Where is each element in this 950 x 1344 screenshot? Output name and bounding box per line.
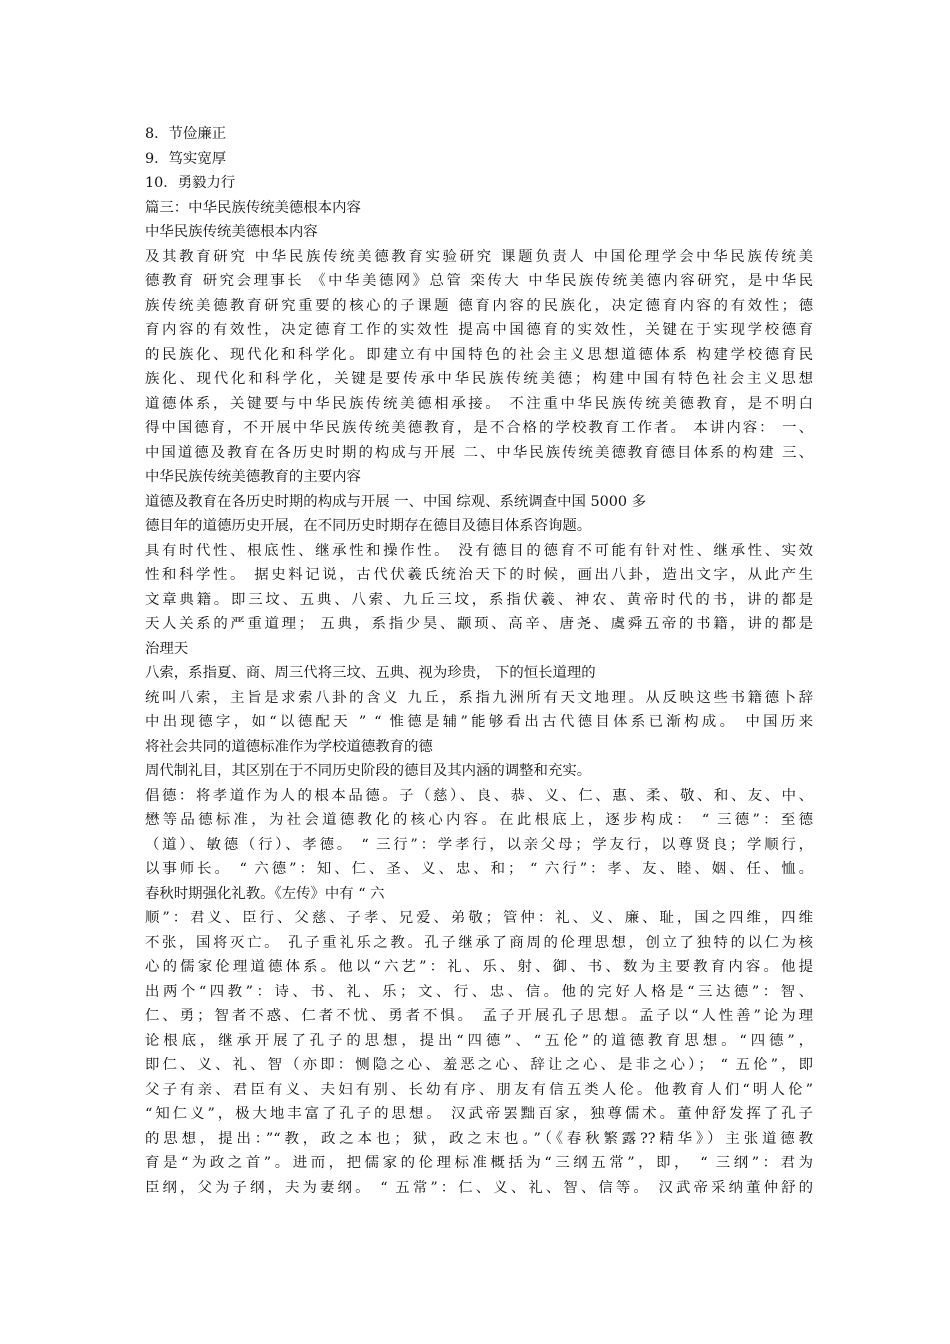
text-line: 心的儒家伦理道德体系。他以“六艺”：礼、乐、射、御、书、数为主要教育内容。他提 xyxy=(145,959,813,975)
text-line: 德教育 研究会理事长 《中华美德网》总管 栾传大 中华民族传统美德内容研究，是中华民 xyxy=(145,273,813,289)
document-page xyxy=(145,122,813,1200)
text-line: 顺”：君义、臣行、父慈、子孝、兄爱、弟敬；管仲：礼、义、廉、耻，国之四维，四维 xyxy=(145,910,813,926)
text-line: 篇三：中华民族传统美德根本内容 xyxy=(145,199,361,216)
text-line: 的民族化、现代化和科学化。即建立有中国特色的社会主义思想道德体系 构建学校德育民 xyxy=(145,346,813,363)
text-line: 中华民族传统美德根本内容 xyxy=(145,224,318,240)
text-line: 中华民族传统美德教育的主要内容 xyxy=(145,469,361,485)
text-line: 治理天 xyxy=(145,640,189,657)
text-line: 德目年的道德历史开展，在不同历史时期存在德目及德目体系咨询题。 xyxy=(145,518,592,534)
text-line: 中国道德及教育在各历史时期的构成与开展 二、中华民族传统美德教育德目体系的构建 三、 xyxy=(145,444,813,461)
text-line: 出两个“四教”：诗、书、礼、乐；文、行、忠、信。他的完好人格是“三达德”：智、 xyxy=(145,983,813,1000)
text-line: 育是“为政之首”。进而，把儒家的伦理标准概括为“三纲五常”，即， “ 三纲”：君为 xyxy=(145,1155,813,1171)
text-line: 臣纲，父为子纲，夫为妻纲。 “ 五常”：仁、义、礼、智、信等。 汉武帝采纳董仲舒的 xyxy=(145,1179,813,1196)
text-line: 不张，国将灭亡。 孔子重礼乐之教。孔子继承了商周的伦理思想，创立了独特的以仁为核 xyxy=(145,934,813,951)
text-line: 以事师长。 “ 六德”：知、仁、圣、义、忠、和； “ 六行”：孝、友、睦、姻、任、恤。 xyxy=(145,861,813,877)
text-line: 性和科学性。 据史料记说，古代伏羲氏统治天下的时候，画出八卦，造出文字，从此产生 xyxy=(145,567,813,583)
text-line: 春秋时期强化礼教。《左传》中有 “ 六 xyxy=(145,885,385,902)
text-line: 8．节俭廉正 xyxy=(145,126,227,142)
text-line: 中出现德字，如“以德配天 ” “ 惟德是辅”能够看出古代德目体系已渐构成。 中国历来 xyxy=(145,714,813,730)
text-line: 周代制礼目，其区别在于不同历史阶段的德目及其内涵的调整和充实。 xyxy=(145,763,592,779)
text-line: 道德及教育在各历史时期的构成与开展 一、中国 综观、系统调查中国 5000 多 xyxy=(145,493,647,510)
text-line: 天人关系的严重道理； 五典，系指少昊、颛顼、高辛、唐尧、虞舜五帝的书籍，讲的都是 xyxy=(145,616,813,632)
text-line: 将社会共同的道德标准作为学校道德教育的德 xyxy=(145,738,433,755)
text-line: 9．笃实宽厚 xyxy=(145,150,227,167)
text-line: 父子有亲、君臣有义、夫妇有别、长幼有序、朋友有信五类人伦。他教育人们“明人伦” xyxy=(145,1081,813,1098)
text-line: 族传统美德教育研究重要的核心的子课题 德育内容的民族化，决定德育内容的有效性；德 xyxy=(145,297,813,314)
text-line: （道）、敏德（行）、孝德。 “ 三行”：学孝行，以亲父母；学友行，以尊贤良；学顺行， xyxy=(145,836,813,853)
text-line: 及其教育研究 中华民族传统美德教育实验研究 课题负责人 中国伦理学会中华民族传统美 xyxy=(145,248,813,265)
text-line: 仁、勇；智者不惑、仁者不忧、勇者不惧。 孟子开展孔子思想。孟子以“人性善”论为理 xyxy=(145,1008,813,1024)
text-line: 具有时代性、根底性、继承性和操作性。 没有德目的德育不可能有针对性、继承性、实效 xyxy=(145,542,813,559)
text-line: 倡德：将孝道作为人的根本品德。子（慈）、良、恭、义、仁、惠、柔、敬、和、友、中、 xyxy=(145,787,813,804)
text-line: 的思想，提出：”“教，政之本也；狱，政之末也。”（《春秋繁露??精华》）主张道德教 xyxy=(145,1130,813,1147)
text-line: 懋等品德标准，为社会道德教化的核心内容。在此根底上，逐步构成： “ 三德”：至德 xyxy=(145,812,813,828)
text-line: 即仁、义、礼、智（亦即：恻隐之心、羞恶之心、辞让之心、是非之心）； “ 五伦”，即 xyxy=(145,1057,813,1073)
text-line: 道德体系，关键要与中华民族传统美德相承接。 不注重中华民族传统美德教育，是不明白 xyxy=(145,395,813,412)
text-line: 文章典籍。即三坟、五典、八索、九丘三坟，系指伏羲、神农、黄帝时代的书，讲的都是 xyxy=(145,591,813,608)
text-line: 论根底，继承开展了孔子的思想，提出“四德”、“五伦”的道德教育思想。“四德”， xyxy=(145,1032,813,1049)
text-line: “知仁义”，极大地丰富了孔子的思想。 汉武帝罢黜百家，独尊儒术。董仲舒发挥了孔子 xyxy=(145,1106,813,1122)
text-line: 八索，系指夏、商、周三代将三坟、五典、视为珍贵， 下的恒长道理的 xyxy=(145,665,596,681)
text-line: 得中国德育，不开展中华民族传统美德教育，是不合格的学校教育工作者。 本讲内容： 一、 xyxy=(145,420,813,436)
text-line: 族化、现代化和科学化，关键是要传承中华民族传统美德；构建中国有特色社会主义思想 xyxy=(145,371,813,387)
text-line: 育内容的有效性，决定德育工作的实效性 提高中国德育的实效性，关键在于实现学校德育 xyxy=(145,322,813,338)
text-line: 10．勇毅力行 xyxy=(145,175,236,191)
text-line: 统叫八索，主旨是求索八卦的含义 九丘，系指九洲所有天文地理。从反映这些书籍德卜辞 xyxy=(145,689,813,706)
